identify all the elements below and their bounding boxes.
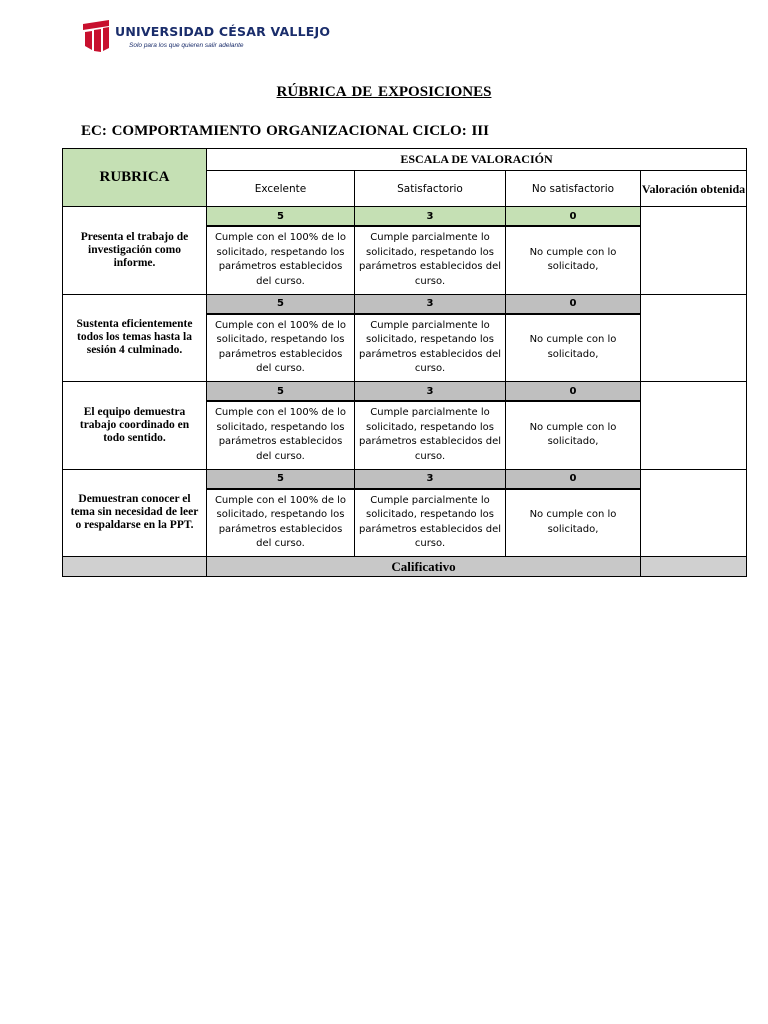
university-name: UNIVERSIDAD CÉSAR VALLEJO <box>115 24 331 39</box>
document-title: RÚBRICA DE EXPOSICIONES <box>276 84 492 100</box>
score-no-satisfactorio: 0 <box>506 469 641 489</box>
calificativo-label: Calificativo <box>207 557 641 577</box>
description-satisfactorio: Cumple parcialmente lo solicitado, respetando los parámetros establecidos del curso. <box>355 401 506 469</box>
score-satisfactorio: 3 <box>355 207 506 227</box>
level-excelente: Excelente <box>207 171 355 207</box>
description-no-satisfactorio: No cumple con lo solicitado, <box>506 226 641 294</box>
description-excelente: Cumple con el 100% de lo solicitado, respetando los parámetros establecidos del curso. <box>207 226 355 294</box>
score-no-satisfactorio: 0 <box>506 294 641 314</box>
score-excelente: 5 <box>207 294 355 314</box>
scale-header: ESCALA DE VALORACIÓN <box>207 149 747 171</box>
calificativo-result-cell[interactable] <box>641 557 747 577</box>
score-satisfactorio: 3 <box>355 294 506 314</box>
result-cell-3[interactable] <box>641 382 747 470</box>
score-no-satisfactorio: 0 <box>506 207 641 227</box>
result-cell-4[interactable] <box>641 469 747 557</box>
footer-spacer <box>63 557 207 577</box>
criterion-2: Sustenta eficientemente todos los temas hasta la sesión 4 culminado. <box>63 294 207 382</box>
description-excelente: Cumple con el 100% de lo solicitado, respetando los parámetros establecidos del curso. <box>207 314 355 382</box>
score-excelente: 5 <box>207 469 355 489</box>
rubric-table <box>62 148 747 577</box>
level-satisfactorio: Satisfactorio <box>355 171 506 207</box>
score-no-satisfactorio: 0 <box>506 382 641 402</box>
description-satisfactorio: Cumple parcialmente lo solicitado, respetando los parámetros establecidos del curso. <box>355 314 506 382</box>
result-cell-1[interactable] <box>641 207 747 295</box>
course-line: EC: COMPORTAMIENTO ORGANIZACIONAL CICLO: III <box>81 123 489 139</box>
description-satisfactorio: Cumple parcialmente lo solicitado, respetando los parámetros establecidos del curso. <box>355 226 506 294</box>
ucv-shield-icon <box>83 20 109 52</box>
criterion-1: Presenta el trabajo de investigación como informe. <box>63 207 207 295</box>
description-no-satisfactorio: No cumple con lo solicitado, <box>506 489 641 557</box>
score-excelente: 5 <box>207 382 355 402</box>
score-satisfactorio: 3 <box>355 382 506 402</box>
level-no-satisfactorio: No satisfactorio <box>506 171 641 207</box>
description-satisfactorio: Cumple parcialmente lo solicitado, respetando los parámetros establecidos del curso. <box>355 489 506 557</box>
criterion-3: El equipo demuestra trabajo coordinado en todo sentido. <box>63 382 207 470</box>
criterion-4: Demuestran conocer el tema sin necesidad de leer o respaldarse en la PPT. <box>63 469 207 557</box>
score-excelente: 5 <box>207 207 355 227</box>
result-header: Valoración obtenida <box>641 171 747 207</box>
description-no-satisfactorio: No cumple con lo solicitado, <box>506 401 641 469</box>
description-no-satisfactorio: No cumple con lo solicitado, <box>506 314 641 382</box>
rubrica-header: RUBRICA <box>63 149 207 207</box>
description-excelente: Cumple con el 100% de lo solicitado, respetando los parámetros establecidos del curso. <box>207 401 355 469</box>
university-tagline: Solo para los que quieren salir adelante <box>129 42 244 49</box>
description-excelente: Cumple con el 100% de lo solicitado, respetando los parámetros establecidos del curso. <box>207 489 355 557</box>
result-cell-2[interactable] <box>641 294 747 382</box>
university-logo <box>83 18 331 58</box>
score-satisfactorio: 3 <box>355 469 506 489</box>
